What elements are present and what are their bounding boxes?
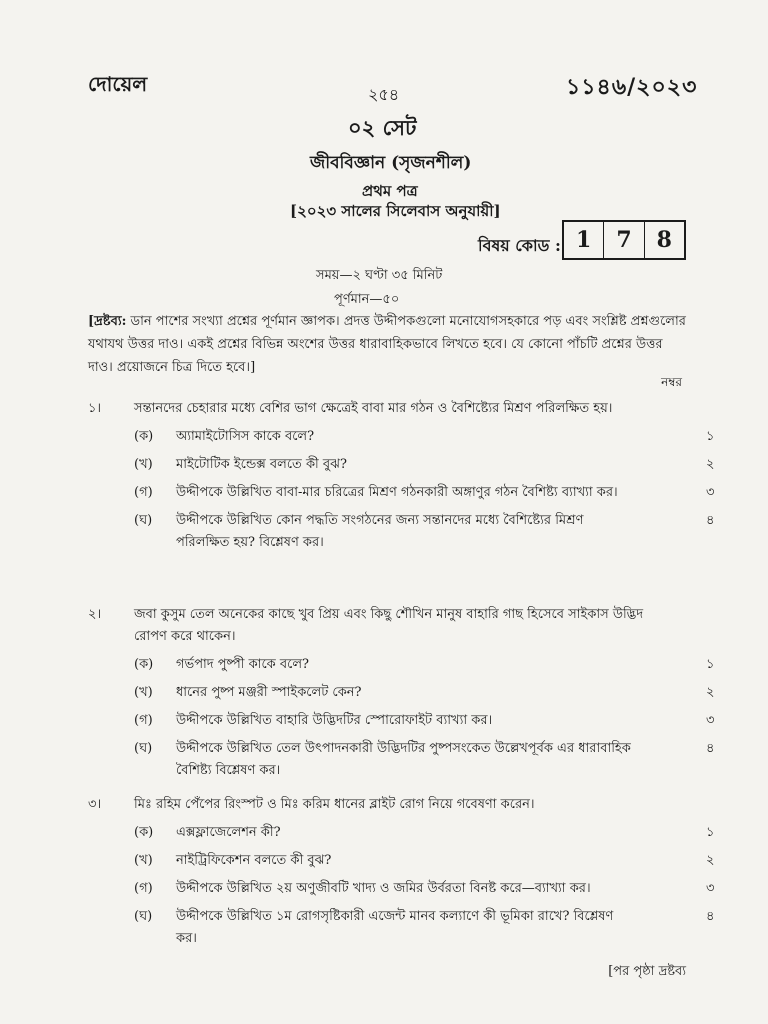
part-label: (ঘ) [134,909,153,924]
continued-note: [পর পৃষ্ঠা দ্রষ্টব্য [608,964,686,979]
question-part [134,654,715,676]
question-part [134,510,715,554]
part-marks: ২ [706,685,715,700]
question-part [134,426,715,448]
part-text: এক্সফ্লাজেলেশন কী? [176,825,281,840]
instructions-note [88,310,686,379]
part-label: (খ) [134,685,153,700]
exam-number: ১১৪৬/২০২৩ [566,74,698,100]
question-part [134,738,715,782]
question-part [134,878,715,900]
question-part [134,710,715,732]
part-text: উদ্দীপকে উল্লিখিত ১ম রোগসৃষ্টিকারী এজেন্ট মানব কল্যাণে কী ভূমিকা রাখে? বিশ্লেষণ কর। [176,909,614,946]
part-marks: ১ [706,657,715,672]
paper-label: প্রথম পত্র [362,182,418,200]
question-number: ১। [88,401,102,416]
part-text: উদ্দীপকে উল্লিখিত বাবা-মার চরিত্রের মিশ্রণ গঠনকারী অঙ্গাণুর গঠন বৈশিষ্ট্য ব্যাখ্যা কর। [176,485,618,500]
set-label: ০২ সেট [348,115,417,140]
part-text: অ্যামাইটোসিস কাকে বলে? [176,429,315,444]
full-marks: পূর্ণমান—৫০ [334,292,400,307]
marks-column-heading: নম্বর [661,375,682,389]
question-2 [88,604,715,782]
question-number: ৩। [88,797,102,812]
part-label: (ঘ) [134,513,153,528]
part-text: উদ্দীপকে উল্লিখিত ২য় অণুজীবটি খাদ্য ও জমির উর্বরতা বিনষ্ট করে—ব্যাখ্যা কর। [176,881,591,896]
subject-code-label: বিষয় কোড : [478,236,561,255]
part-label: (ক) [134,429,154,444]
question-stem: মিঃ রহিম পেঁপের রিংস্পট ও মিঃ করিম ধানের ব্লাইট রোগ নিয়ে গবেষণা করেন। [134,797,535,812]
part-marks: ২ [706,853,715,868]
note-text: ডান পাশের সংখ্যা প্রশ্নের পূর্ণমান জ্ঞাপক। প্রদত্ত উদ্দীপকগুলো মনোযোগসহকারে পড় এবং সংশ্লিষ্ট প্রশ্নগুলোর যথাযথ উত্তর দাও। একই প্রশ্নের বিভিন্ন অংশের উত্তর ধারাবাহিকভাবে লিখতে হবে। যে কোনো পাঁচটি প্রশ্নের উত্তর দাও। প্রয়োজনে চিত্র দিতে হবে।] [88,314,686,375]
code-digit: 1 [564,222,604,258]
part-label: (গ) [134,881,153,896]
part-marks: ৩ [706,485,715,500]
board-name: দোয়েল [88,72,148,96]
question-part [134,850,715,872]
part-marks: ১ [706,429,715,444]
part-label: (ক) [134,657,154,672]
part-label: (গ) [134,485,153,500]
part-marks: ৪ [706,513,715,528]
part-text: উদ্দীপকে উল্লিখিত বাহারি উদ্ভিদটির স্পোরোফাইট ব্যাখ্যা কর। [176,713,493,728]
part-text: উদ্দীপকে উল্লিখিত তেল উৎপাদনকারী উদ্ভিদটির পুষ্পসংকেত উল্লেখপূর্বক এর ধারাবাহিক বৈশিষ্ট্য বিশ্লেষণ কর। [176,741,631,778]
part-marks: ৩ [706,713,715,728]
part-marks: ২ [706,457,715,472]
syllabus-label: [২০২৩ সালের সিলেবাস অনুযায়ী] [290,202,501,220]
part-text: গর্ভপাদ পুষ্পী কাকে বলে? [176,657,310,672]
question-stem: জবা কুসুম তেল অনেকের কাছে খুব প্রিয় এবং কিছু শৌখিন মানুষ বাহারি গাছ হিসেবে সাইকাস উদ্ভিদ রোপণ করে থাকেন। [134,607,644,644]
note-label: [দ্রষ্টব্য: [88,314,127,329]
question-3 [88,794,715,950]
question-part [134,482,715,504]
part-label: (খ) [134,457,153,472]
part-text: নাইট্রিফিকেশন বলতে কী বুঝ? [176,853,332,868]
question-1 [88,398,715,554]
part-marks: ৪ [706,909,715,924]
part-marks: ৪ [706,741,715,756]
part-label: (খ) [134,853,153,868]
part-text: উদ্দীপকে উল্লিখিত কোন পদ্ধতি সংগঠনের জন্য সন্তানদের মধ্যে বৈশিষ্ট্যের মিশ্রণ পরিলক্ষিত হয়? বিশ্লেষণ কর। [176,513,584,550]
question-number: ২। [88,607,102,622]
page-code: ২৫৪ [368,85,400,104]
part-label: (ক) [134,825,154,840]
time-allowed: সময়—২ ঘণ্টা ৩৫ মিনিট [316,268,443,283]
subject-title: জীববিজ্ঞান (সৃজনশীল) [310,153,472,173]
question-part [134,906,715,950]
question-part [134,822,715,844]
code-digit: 7 [604,222,644,258]
part-marks: ৩ [706,881,715,896]
part-label: (গ) [134,713,153,728]
part-marks: ১ [706,825,715,840]
code-digit: 8 [656,227,672,253]
question-part [134,682,715,704]
part-text: ধানের পুষ্প মঞ্জরী স্পাইকলেট কেন? [176,685,362,700]
question-stem: সন্তানদের চেহারার মধ্যে বেশির ভাগ ক্ষেত্রেই বাবা মার গঠন ও বৈশিষ্ট্যের মিশ্রণ পরিলক্ষিত হয়। [134,401,613,416]
question-part [134,454,715,476]
subject-code-boxes [562,220,686,260]
part-label: (ঘ) [134,741,153,756]
part-text: মাইটোটিক ইন্ডেক্স বলতে কী বুঝ? [176,457,347,472]
